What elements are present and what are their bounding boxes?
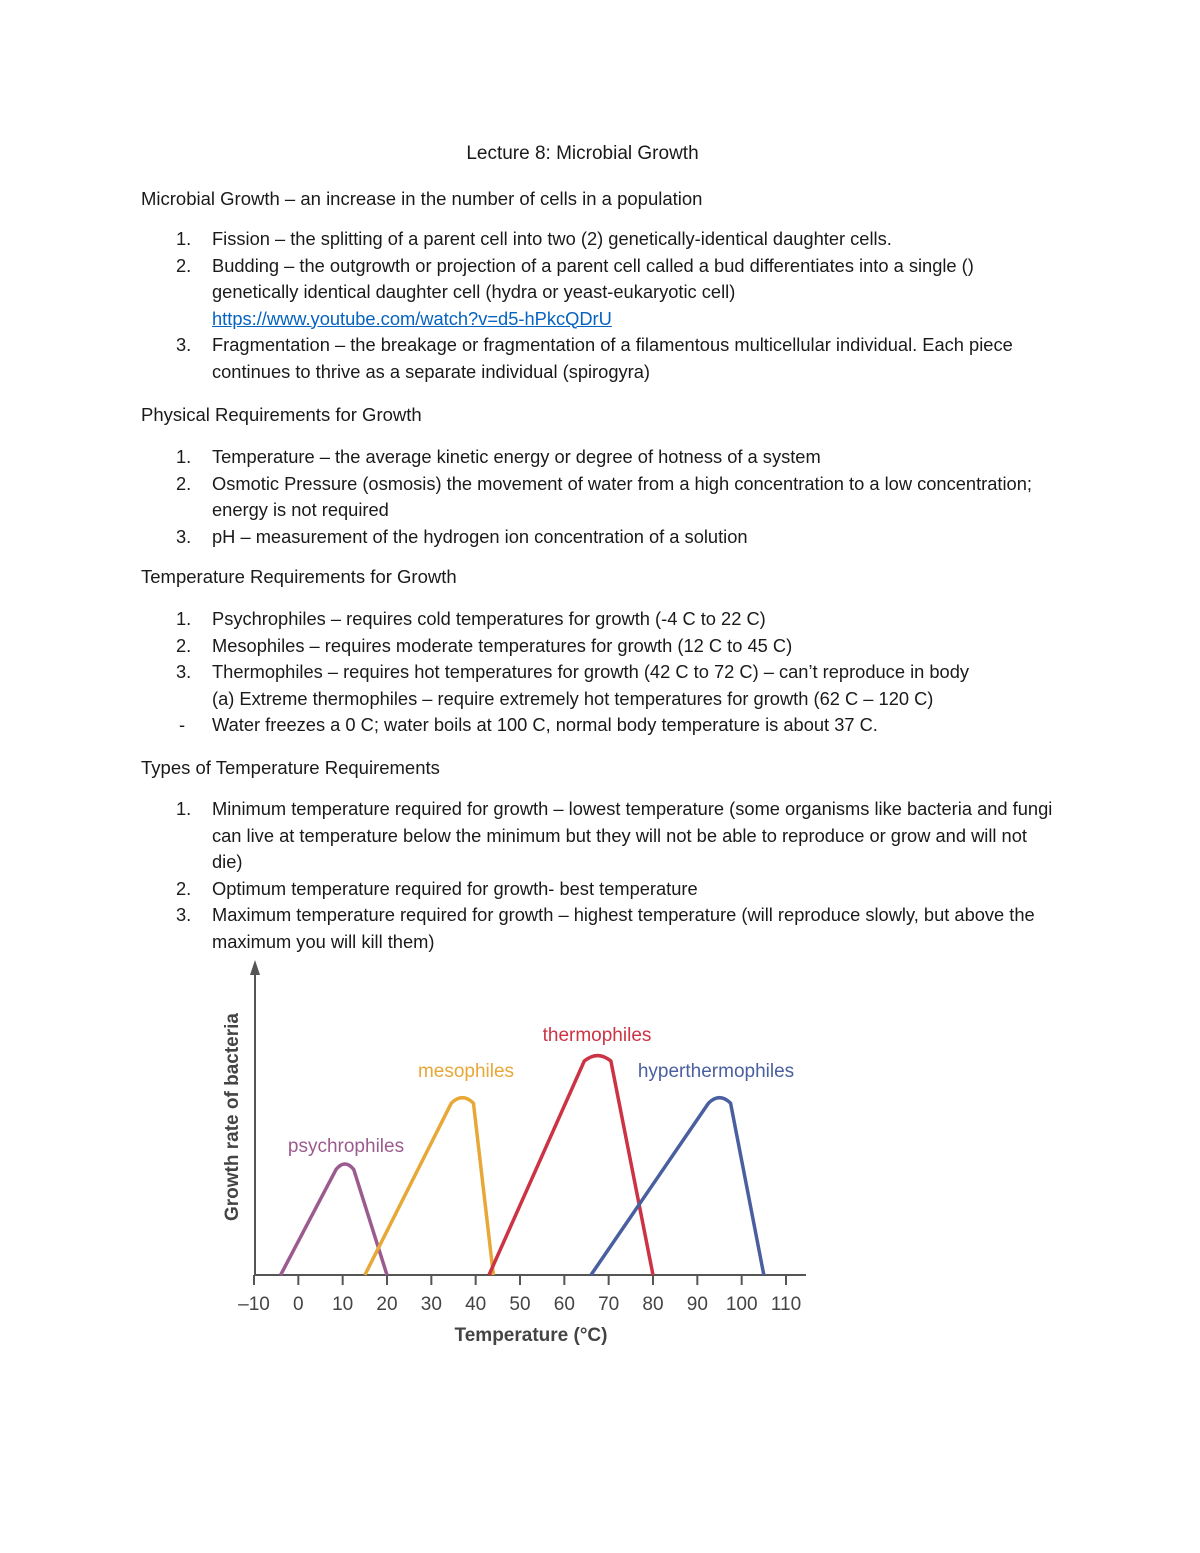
list-item: 3. Maximum temperature required for growth – highest temperature (will reproduce slowly, but above the maximum you will kill them): [176, 904, 1035, 952]
list-item: 3. Fragmentation – the breakage or fragmentation of a filamentous multicellular individual. Each piece continues to thrive as a separate individual (spirogyra): [176, 334, 1013, 382]
x-tick-label: –10: [238, 1294, 270, 1315]
extreme-thermophiles-subitem: (a) Extreme thermophiles – require extremely hot temperatures for growth (62 C – 120 C): [212, 687, 934, 709]
series-line-psychrophiles: [281, 1164, 387, 1275]
series-label-psychrophiles: psychrophiles: [287, 1136, 405, 1157]
x-tick-label: 70: [598, 1294, 620, 1315]
physical-heading: Physical Requirements for Growth: [141, 404, 422, 425]
types-requirements-list: [141, 796, 1061, 955]
list-item: 2. Osmotic Pressure (osmosis) the movement of water from a high concentration to a low concentration; energy is not required: [176, 472, 1032, 520]
list-item: 1. Temperature – the average kinetic energy or degree of hotness of a system: [176, 446, 821, 467]
temperature-requirements-list: [141, 606, 1061, 739]
list-item: 2. Mesophiles – requires moderate temperatures for growth (12 C to 45 C): [176, 634, 793, 656]
x-tick-label: 100: [725, 1294, 758, 1315]
x-axis-label: Temperature (°C): [454, 1325, 608, 1346]
x-tick-label: 0: [293, 1294, 304, 1315]
physical-requirements-list: [141, 444, 1061, 550]
series-label-thermophiles: thermophiles: [542, 1025, 652, 1046]
x-tick-label: 80: [642, 1294, 664, 1315]
series-line-mesophiles: [365, 1098, 494, 1275]
list-item: 2. Optimum temperature required for growth- best temperature: [176, 877, 698, 899]
x-tick-label: 40: [465, 1294, 487, 1315]
x-tick-label: 60: [553, 1294, 575, 1315]
x-tick-label: 50: [509, 1294, 531, 1315]
series-label-mesophiles: mesophiles: [417, 1061, 515, 1082]
growth-methods-list: [141, 226, 1061, 385]
x-tick-label: 110: [770, 1294, 802, 1315]
types-heading: Types of Temperature Requirements: [141, 757, 440, 778]
x-tick-label: 30: [420, 1294, 442, 1315]
list-item: 1. Fission – the splitting of a parent cell into two (2) genetically-identical daughter cells.: [176, 228, 892, 249]
y-axis-label: Growth rate of bacteria: [222, 1013, 243, 1221]
list-item: 1. Minimum temperature required for growth – lowest temperature (some organisms like bacteria and fungi can live at temperature below the minimum but they will not be able to reproduce or grow and will not die): [176, 798, 1053, 872]
list-item: 2. Budding – the outgrowth or projection of a parent cell called a bud differentiates into a single () genetically identical daughter cell (hydra or yeast-eukaryotic cell) https://www.youtube.com/watch?v=d5-hPkcQDrU: [176, 254, 974, 329]
youtube-link[interactable]: https://www.youtube.com/watch?v=d5-hPkcQDrU: [212, 307, 612, 329]
list-item: 3. Thermophiles – requires hot temperatures for growth (42 C to 72 C) – can’t reproduce in body (a) Extreme thermophiles – require extremely hot temperatures for growth (62 C – 120 C): [141, 659, 1061, 712]
temperature-heading: Temperature Requirements for Growth: [141, 566, 457, 587]
list-item: 1. Psychrophiles – requires cold temperatures for growth (-4 C to 22 C): [176, 608, 766, 629]
x-tick-label: 10: [332, 1294, 354, 1315]
series-line-hyperthermophiles: [591, 1098, 764, 1275]
x-tick-label: 20: [376, 1294, 398, 1315]
y-axis-arrow: [250, 960, 260, 975]
series-line-thermophiles: [489, 1056, 653, 1275]
chart-axes: [250, 960, 806, 1285]
series-label-hyperthermophiles: hyperthermophiles: [637, 1061, 795, 1082]
list-item: - Water freezes a 0 C; water boils at 100 C, normal body temperature is about 37 C.: [179, 714, 878, 735]
chart-labels: [222, 1013, 801, 1346]
page-title: Lecture 8: Microbial Growth: [466, 143, 699, 164]
growth-definition: Microbial Growth – an increase in the number of cells in a population: [141, 188, 703, 209]
chart-series: [281, 1056, 764, 1275]
list-item: 3. pH – measurement of the hydrogen ion concentration of a solution: [176, 525, 748, 547]
x-tick-label: 90: [686, 1294, 708, 1315]
